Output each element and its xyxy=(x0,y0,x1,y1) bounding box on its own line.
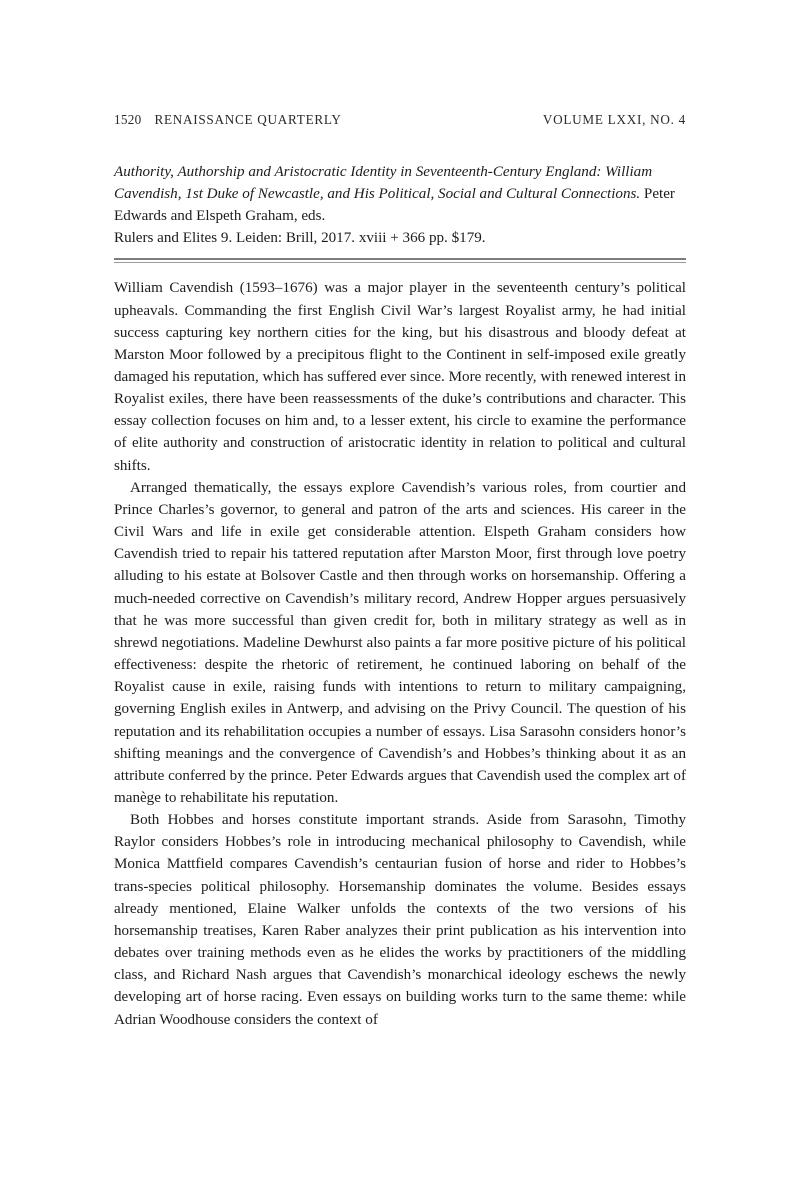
page-number: 1520 xyxy=(114,112,142,127)
book-title: Authority, Authorship and Aristocratic Identity in Seventeenth-Century England: William Cavendish, 1st Duke of Newcastle, and His Political, Social and Cultural Connections. xyxy=(114,164,653,203)
page-content xyxy=(114,112,686,1031)
volume-issue: VOLUME LXXI, NO. 4 xyxy=(542,112,686,127)
running-head xyxy=(114,112,686,128)
book-citation xyxy=(114,161,686,249)
book-imprint: Rulers and Elites 9. Leiden: Brill, 2017. xviii + 366 pp. $179. xyxy=(114,230,486,247)
book-editors: Peter Edwards and Elspeth Graham, eds. xyxy=(114,186,675,225)
running-head-left xyxy=(114,112,342,128)
section-divider xyxy=(114,258,686,263)
body-paragraph: Both Hobbes and horses constitute important strands. Aside from Sarasohn, Timothy Raylor considers Hobbes’s role in introducing mechanical philosophy to Cavendish, while Monica Mattfield compares Cavendish’s centaurian fusion of horse and rider to Hobbes’s trans-species political philosophy. Horsemanship dominates the volume. Besides essays already mentioned, Elaine Walker unfolds the contexts of the two versions of his horsemanship treatises, Karen Raber analyzes their print publication as his intervention into debates over training methods even as he elides the works by practitioners of the middling class, and Richard Nash argues that Cavendish’s monarchical ideology eschews the newly developing art of horse racing. Even essays on building works turn to the same theme: while Adrian Woodhouse considers the context of xyxy=(114,812,686,1028)
divider-rule-thin xyxy=(114,262,686,263)
body-paragraph: Arranged thematically, the essays explore Cavendish’s various roles, from courtier and Prince Charles’s governor, to general and patron of the arts and sciences. His career in the Civil Wars and life in exile get considerable attention. Elspeth Graham considers how Cavendish tried to repair his tattered reputation after Marston Moor, first through love poetry alluding to his estate at Bolsover Castle and then through works on horsemanship. Offering a much-needed corrective on Cavendish’s military record, Andrew Hopper argues persuasively that he was more successful than given credit for, both in military strategy as well as in shrewd negotiations. Madeline Dewhurst also paints a far more positive picture of his political effectiveness: despite the rhetoric of retirement, he continued laboring on behalf of the Royalist cause in exile, raising funds with intentions to return to military campaigning, governing English exiles in Antwerp, and advising on the Privy Council. The question of his reputation and its rehabilitation occupies a number of essays. Lisa Sarasohn considers honor’s shifting meanings and the convergence of Cavendish’s and Hobbes’s thinking about it as an attribute conferred by the prince. Peter Edwards argues that Cavendish used the complex art of manège to rehabilitate his reputation. xyxy=(114,479,686,806)
review-body xyxy=(114,277,686,1030)
journal-title: RENAISSANCE QUARTERLY xyxy=(154,112,342,127)
body-paragraph: William Cavendish (1593–1676) was a major player in the seventeenth century’s political upheavals. Commanding the first English Civil War’s largest Royalist army, he had initial success capturing key northern cities for the king, but his disastrous and bloody defeat at Marston Moor followed by a precipitous flight to the Continent in self-imposed exile greatly damaged his reputation, which has suffered ever since. More recently, with renewed interest in Royalist exiles, there have been reassessments of the duke’s contributions and character. This essay collection focuses on him and, to a lesser extent, his circle to examine the performance of elite authority and construction of aristocratic identity in relation to political and cultural shifts. xyxy=(114,280,686,474)
